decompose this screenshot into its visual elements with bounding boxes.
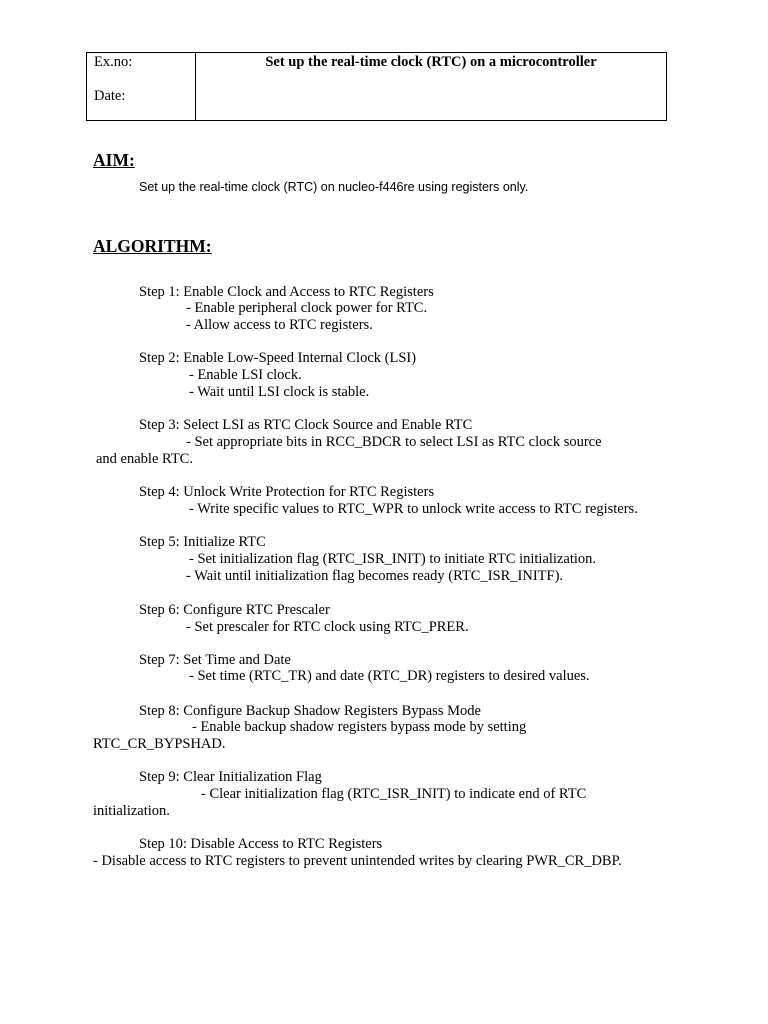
step-8-detail-1-cont: RTC_CR_BYPSHAD. — [93, 736, 226, 752]
step-1-title: Step 1: Enable Clock and Access to RTC Registers — [139, 284, 434, 300]
step-7-title: Step 7: Set Time and Date — [139, 652, 291, 668]
step-10-detail-1: - Disable access to RTC registers to prevent unintended writes by clearing PWR_CR_DBP. — [93, 853, 622, 869]
step-5-title: Step 5: Initialize RTC — [139, 534, 266, 550]
step-3-detail-1: - Set appropriate bits in RCC_BDCR to select LSI as RTC clock source — [186, 434, 602, 450]
algorithm-heading: ALGORITHM: — [93, 236, 212, 256]
step-2-title: Step 2: Enable Low-Speed Internal Clock (LSI) — [139, 350, 417, 366]
step-9-detail-1-cont: initialization. — [93, 803, 170, 819]
step-10-title: Step 10: Disable Access to RTC Registers — [139, 836, 383, 852]
step-3-detail-1-cont: and enable RTC. — [96, 451, 193, 467]
date-label: Date: — [94, 88, 126, 104]
step-9-detail-1: - Clear initialization flag (RTC_ISR_INIT) to indicate end of RTC — [201, 786, 587, 802]
aim-text: Set up the real-time clock (RTC) on nucleo-f446re using registers only. — [139, 180, 529, 194]
step-6-detail-1: - Set prescaler for RTC clock using RTC_PRER. — [186, 619, 469, 635]
exno-label: Ex.no: — [94, 54, 133, 70]
aim-heading: AIM: — [93, 150, 135, 170]
step-8-title: Step 8: Configure Backup Shadow Registers Bypass Mode — [139, 703, 481, 719]
header-table — [86, 52, 667, 121]
step-2-detail-2: - Wait until LSI clock is stable. — [189, 384, 370, 400]
step-3-title: Step 3: Select LSI as RTC Clock Source and Enable RTC — [139, 417, 473, 433]
step-2-detail-1: - Enable LSI clock. — [189, 367, 302, 383]
step-9-title: Step 9: Clear Initialization Flag — [139, 769, 322, 785]
step-5-detail-1: - Set initialization flag (RTC_ISR_INIT) to initiate RTC initialization. — [189, 551, 597, 567]
step-8-detail-1: - Enable backup shadow registers bypass mode by setting — [192, 719, 527, 735]
step-1-detail-2: - Allow access to RTC registers. — [186, 317, 373, 333]
document-title: Set up the real-time clock (RTC) on a microcontroller — [265, 54, 597, 70]
step-7-detail-1: - Set time (RTC_TR) and date (RTC_DR) registers to desired values. — [189, 668, 590, 684]
step-1-detail-1: - Enable peripheral clock power for RTC. — [186, 300, 428, 316]
step-4-title: Step 4: Unlock Write Protection for RTC Registers — [139, 484, 435, 500]
step-4-detail-1: - Write specific values to RTC_WPR to unlock write access to RTC registers. — [189, 501, 638, 517]
step-5-detail-2: - Wait until initialization flag becomes ready (RTC_ISR_INITF). — [186, 568, 564, 584]
step-6-title: Step 6: Configure RTC Prescaler — [139, 602, 330, 618]
